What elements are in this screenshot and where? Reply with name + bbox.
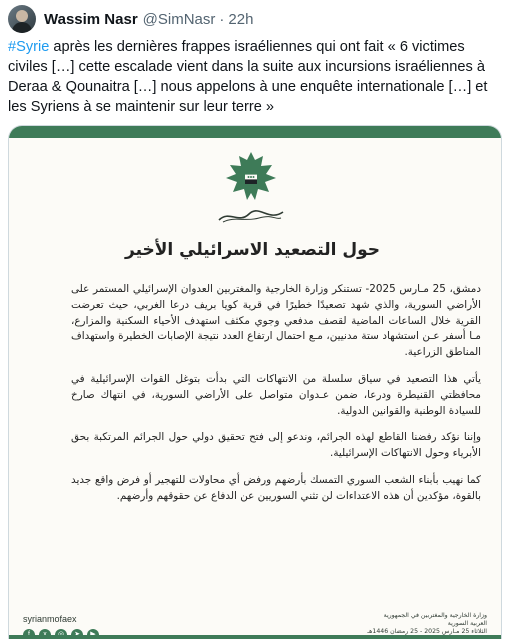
document-body [71, 282, 481, 516]
separator-dot: · [219, 10, 225, 28]
footer-date: الثلاثاء 25 مـارس 2025 - 25 رمضان 1446هـ [367, 628, 487, 635]
statement-document [9, 126, 501, 639]
tweet-timestamp[interactable]: 22h [228, 10, 254, 28]
document-footer-bar [9, 635, 501, 639]
paragraph-1: دمشق، 25 مـارس 2025- تستنكر وزارة الخارجية والمغتربين العدوان الإسرائيلي المستمر على الأراضي السورية، والذي شهد تصعيدًا خطيرًا في قرية كويا بريف درعا الغربي، حيث تعرضت القرية خلال الساعات الماضية لقصف مدفعي وجوي مكثف استهدف الأحياء السكنية والمزارع، مـا أسفر عـن استشهاد ستة مدنيين، مـع احتمال ارتفاع العدد نتيجة الإصابات الخطيرة واستهداف المناطق الزراعية. [71, 283, 481, 359]
ministry-calligraphy-logo [215, 206, 287, 226]
tweet-header [8, 4, 253, 34]
document-title: حول التصعيد الاسرائيلي الأخير [125, 240, 380, 260]
tweet-media-image[interactable] [8, 125, 502, 639]
paragraph-4: كما نهيب بأبناء الشعب السوري التمسك بأرضهم ورفض أي محاولات للتهجير أو فرض واقع جديد بالقوة، مؤكدين أن هذه الاعتداءات لن تثني السوريين عن الدفاع عن حقوقهم وأرضهم. [71, 473, 481, 502]
footer-ministry-name: وزارة الخارجية والمغتربين في الجمهورية العربية السورية [383, 612, 487, 627]
hashtag-link[interactable]: #Syrie [8, 39, 50, 55]
tweet-text [8, 37, 504, 117]
tweet-body: après les dernières frappes israéliennes qui ont fait « 6 victimes civiles […] cette escalade vient dans la suite aux incursions israéliennes à Deraa & Qounaitra […] nous appelons à une enquête internationale […] et les Syriens à se maintenir sur leur terre » [8, 39, 488, 115]
syrian-eagle-emblem-icon [222, 148, 280, 206]
paragraph-3: وإننا نؤكد رفضنا القاطع لهذه الجرائم، وندعو إلى فتح تحقيق دولي حول الجرائم المرتكبة بحق الأبرياء وحول الانتهاكات الإسرائيلية. [71, 431, 481, 460]
author-name[interactable]: Wassim Nasr [44, 10, 138, 28]
document-footer-right [367, 612, 487, 636]
avatar[interactable] [8, 5, 36, 33]
document-header-bar [9, 126, 501, 138]
footer-handle: syrianmofaex [23, 614, 77, 624]
paragraph-2: يأتي هذا التصعيد في سياق سلسلة من الانتهاكات التي بدأت بتوغل القوات الإسرائيلية في محافظتي القنيطرة ودرعا، ضمن عـدوان متواصل على الأراضي السورية، في انتهاك صارخ للسيادة الوطنية والقوانين الدولية. [71, 372, 481, 417]
author-handle[interactable]: @SimNasr [142, 10, 216, 28]
